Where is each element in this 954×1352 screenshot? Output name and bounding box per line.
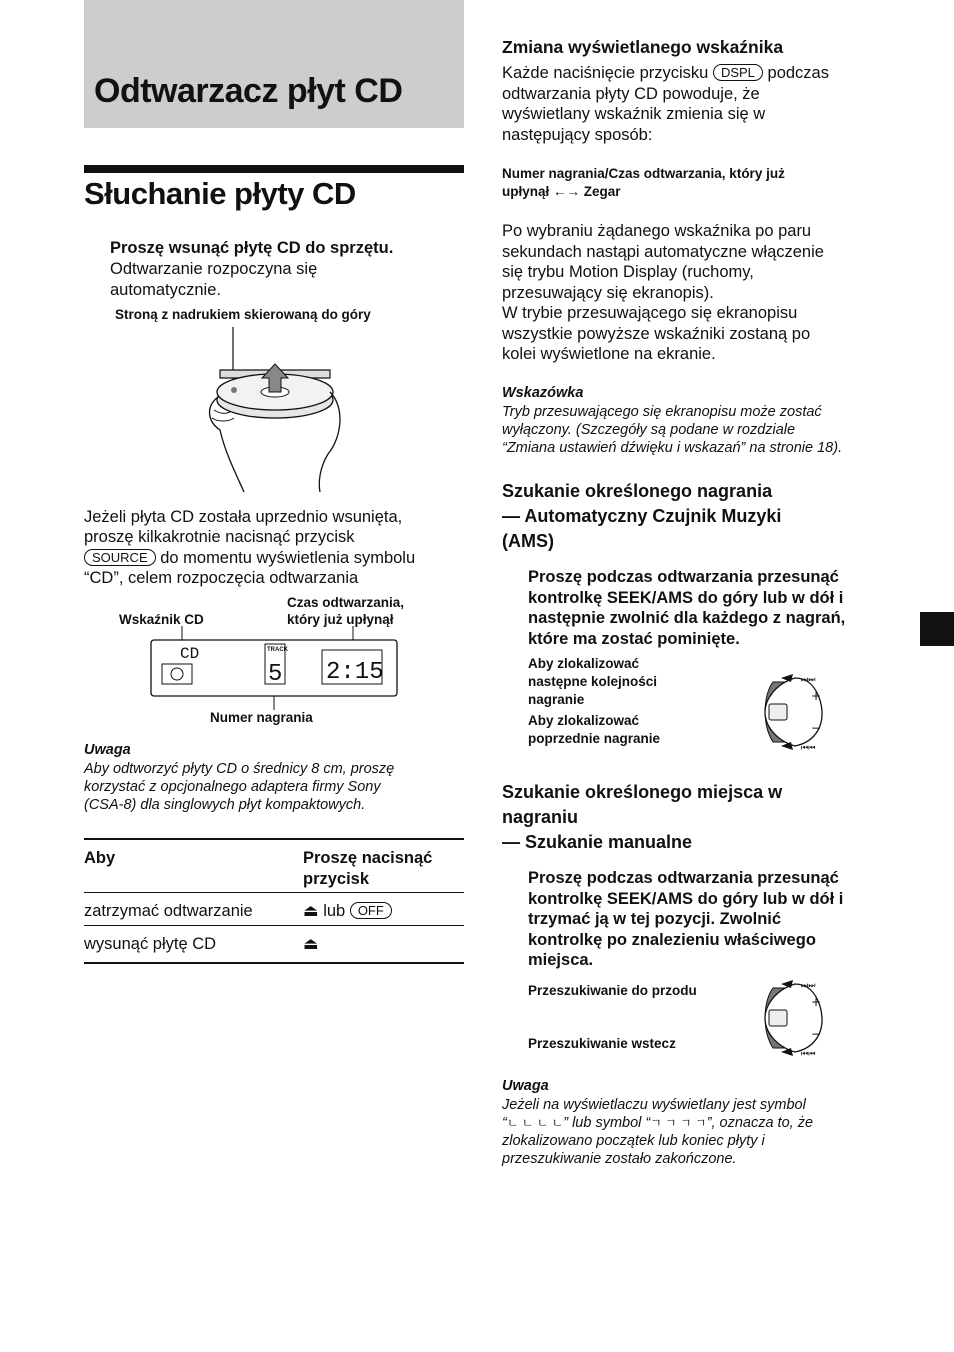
display-paragraph-line: następujący sposób: — [502, 126, 653, 144]
display-paragraph-text: podczas — [767, 64, 829, 82]
display-sequence-text: Zegar — [583, 184, 621, 199]
note2-line: Jeżeli na wyświetlaczu wyświetlany jest symbol — [502, 1097, 806, 1113]
double-arrow-icon: ←→ — [553, 184, 581, 199]
note2-line — [502, 1114, 813, 1133]
label-cd-indicator: Wskaźnik CD — [119, 612, 204, 627]
table-header-col2: Proszę nacisnąć — [303, 849, 433, 867]
note1-line: (CSA-8) dla singlowych płyt kompaktowych. — [84, 797, 366, 813]
step1-instruction: Proszę wsunąć płytę CD do sprzętu. — [110, 239, 394, 257]
section-title: Słuchanie płyty CD — [84, 176, 356, 211]
step1-text-line: automatycznie. — [110, 281, 221, 299]
tip-title: Wskazówka — [502, 385, 584, 401]
eject-icon: ⏏ — [303, 935, 319, 953]
manual-step-line: kontrolkę po znalezieniu właściwego — [528, 931, 816, 949]
note2-line: przeszukiwanie zostało zakończone. — [502, 1151, 737, 1167]
table-cell-button — [303, 901, 392, 922]
heading-manual-search: nagraniu — [502, 807, 579, 827]
table-bottom-rule — [84, 962, 464, 964]
cd-paragraph-line: Jeżeli płyta CD została uprzednio wsunięta, — [84, 508, 403, 526]
seek-ams-control-diagram — [735, 670, 825, 754]
tip-line: Tryb przesuwającego się ekranopisu może zostać — [502, 404, 822, 420]
label-elapsed-time: Czas odtwarzania, — [287, 595, 405, 610]
note1-title: Uwaga — [84, 742, 131, 758]
table-header-col2: przycisk — [303, 870, 370, 888]
table-row-divider — [84, 892, 464, 893]
lcd-overline-symbol: ㄱ ㄱ ㄱ ㄱ — [650, 1116, 707, 1130]
lcd-track-word: TRACK — [267, 647, 288, 653]
motion-paragraph-line: się trybu Motion Display (ruchomy, — [502, 263, 754, 281]
page-side-tab — [920, 612, 954, 646]
motion-paragraph-line: sekundach nastąpi automatyczne włączenie — [502, 243, 824, 261]
note2-text: “ — [502, 1115, 507, 1131]
note2-line: zlokalizowano początek lub koniec płyty i — [502, 1133, 765, 1149]
ams-next-label: Aby zlokalizować — [528, 656, 640, 671]
table-or-text: lub — [323, 902, 346, 920]
seek-ams-control-diagram-manual — [735, 976, 825, 1060]
cd-paragraph-line: proszę kilkakrotnie nacisnąć przycisk — [84, 528, 355, 546]
note2-text: ” lub symbol “ — [563, 1115, 651, 1131]
heading-manual-search: Szukanie określonego miejsca w — [502, 782, 783, 802]
motion-paragraph-line: wszystkie powyższe wskaźniki zostaną po — [502, 325, 811, 343]
motion-paragraph-line: kolei wyświetlone na ekranie. — [502, 345, 716, 363]
rewind-label: Przeszukiwanie wstecz — [528, 1036, 676, 1051]
note2-text: ”, oznacza to, że — [706, 1115, 814, 1131]
illustration-caption: Stroną z nadrukiem skierowaną do góry — [115, 307, 371, 322]
display-sequence-line: Numer nagrania/Czas odtwarzania, który już — [502, 166, 785, 181]
source-key: SOURCE — [84, 549, 156, 566]
label-elapsed-time: który już upłynął — [287, 612, 394, 627]
display-paragraph-text: Każde naciśnięcie przycisku — [502, 64, 709, 82]
prev-track-icon: ⏮⏮ — [801, 743, 816, 752]
motion-paragraph-line: przesuwający się ekranopis). — [502, 284, 714, 302]
note1-line: Aby odtworzyć płyty CD o średnicy 8 cm, proszę — [84, 761, 395, 777]
lcd-time-digits: 2:15 — [326, 659, 384, 686]
table-cell-action: wysunąć płytę CD — [84, 935, 217, 953]
ams-step-line: Proszę podczas odtwarzania przesunąć — [528, 568, 839, 586]
table-top-rule — [84, 838, 464, 840]
fast-forward-label: Przeszukiwanie do przodu — [528, 983, 697, 998]
label-track-number: Numer nagrania — [210, 710, 313, 725]
heading-display-change: Zmiana wyświetlanego wskaźnika — [502, 37, 784, 57]
dspl-key: DSPL — [713, 64, 763, 81]
ams-next-label: nagranie — [528, 692, 585, 707]
heading-manual-search: — Szukanie manualne — [502, 832, 693, 852]
motion-paragraph-line: W trybie przesuwającego się ekranopisu — [502, 304, 798, 322]
manual-step-line: kontrolkę SEEK/AMS do góry lub w dół i — [528, 890, 844, 908]
step1-text-line: Odtwarzanie rozpoczyna się — [110, 260, 318, 278]
chapter-title: Odtwarzacz płyt CD — [94, 72, 403, 110]
cd-paragraph-text: do momentu wyświetlenia symbolu — [155, 549, 416, 567]
display-paragraph-line — [502, 63, 829, 84]
heading-ams: — Automatyczny Czujnik Muzyki — [502, 506, 782, 526]
note1-line: korzystać z opcjonalnego adaptera firmy Sony — [84, 779, 381, 795]
lcd-cd-symbol: CD — [180, 645, 200, 663]
lcd-track-digit: 5 — [268, 661, 283, 688]
lcd-underline-symbol: ㄴ ㄴ ㄴ ㄴ — [506, 1116, 564, 1130]
ams-step-line: następnie zwolnić dla każdego z nagrań, — [528, 609, 846, 627]
display-sequence-text: upłynął — [502, 184, 550, 199]
minus-icon: − — [811, 721, 822, 735]
display-paragraph-line: odtwarzania płyty CD powoduje, że — [502, 85, 760, 103]
motion-paragraph-line: Po wybraniu żądanego wskaźnika po paru — [502, 222, 812, 240]
section-rule — [84, 165, 464, 173]
plus-icon: + — [811, 995, 822, 1009]
heading-ams: Szukanie określonego nagrania — [502, 481, 773, 501]
display-panel-diagram — [150, 620, 400, 712]
note2-title: Uwaga — [502, 1078, 549, 1094]
ams-next-label: następne kolejności — [528, 674, 658, 689]
ams-prev-label: Aby zlokalizować — [528, 713, 640, 728]
ams-step-line: kontrolkę SEEK/AMS do góry lub w dół i — [528, 589, 844, 607]
eject-icon: ⏏ — [303, 902, 319, 920]
prev-track-icon: ⏮⏮ — [801, 1049, 816, 1058]
table-header-col1: Aby — [84, 849, 116, 867]
heading-ams: (AMS) — [502, 531, 554, 551]
manual-step-line: Proszę podczas odtwarzania przesunąć — [528, 869, 839, 887]
cd-insertion-illustration — [200, 322, 350, 492]
table-row-divider — [84, 925, 464, 926]
next-track-icon: ⏭⏭ — [801, 981, 816, 990]
manual-step-line: miejsca. — [528, 951, 594, 969]
cd-paragraph-line — [84, 548, 415, 569]
ams-prev-label: poprzednie nagranie — [528, 731, 661, 746]
minus-icon: − — [811, 1027, 822, 1041]
next-track-icon: ⏭⏭ — [801, 675, 816, 684]
ams-step-line: które ma zostać pominięte. — [528, 630, 740, 648]
table-cell-action: zatrzymać odtwarzanie — [84, 902, 253, 920]
display-paragraph-line: wyświetlany wskaźnik zmienia się w — [502, 105, 766, 123]
tip-line: wyłączony. (Szczegóły są podane w rozdziale — [502, 422, 796, 438]
display-sequence-line — [502, 183, 621, 201]
plus-icon: + — [811, 689, 822, 703]
tip-line: “Zmiana ustawień dźwięku i wskazań” na stronie 18). — [502, 440, 843, 456]
cd-paragraph-line: “CD”, celem rozpoczęcia odtwarzania — [84, 569, 359, 587]
off-key: OFF — [350, 902, 392, 919]
manual-step-line: trzymać ją w tej pozycji. Zwolnić — [528, 910, 782, 928]
